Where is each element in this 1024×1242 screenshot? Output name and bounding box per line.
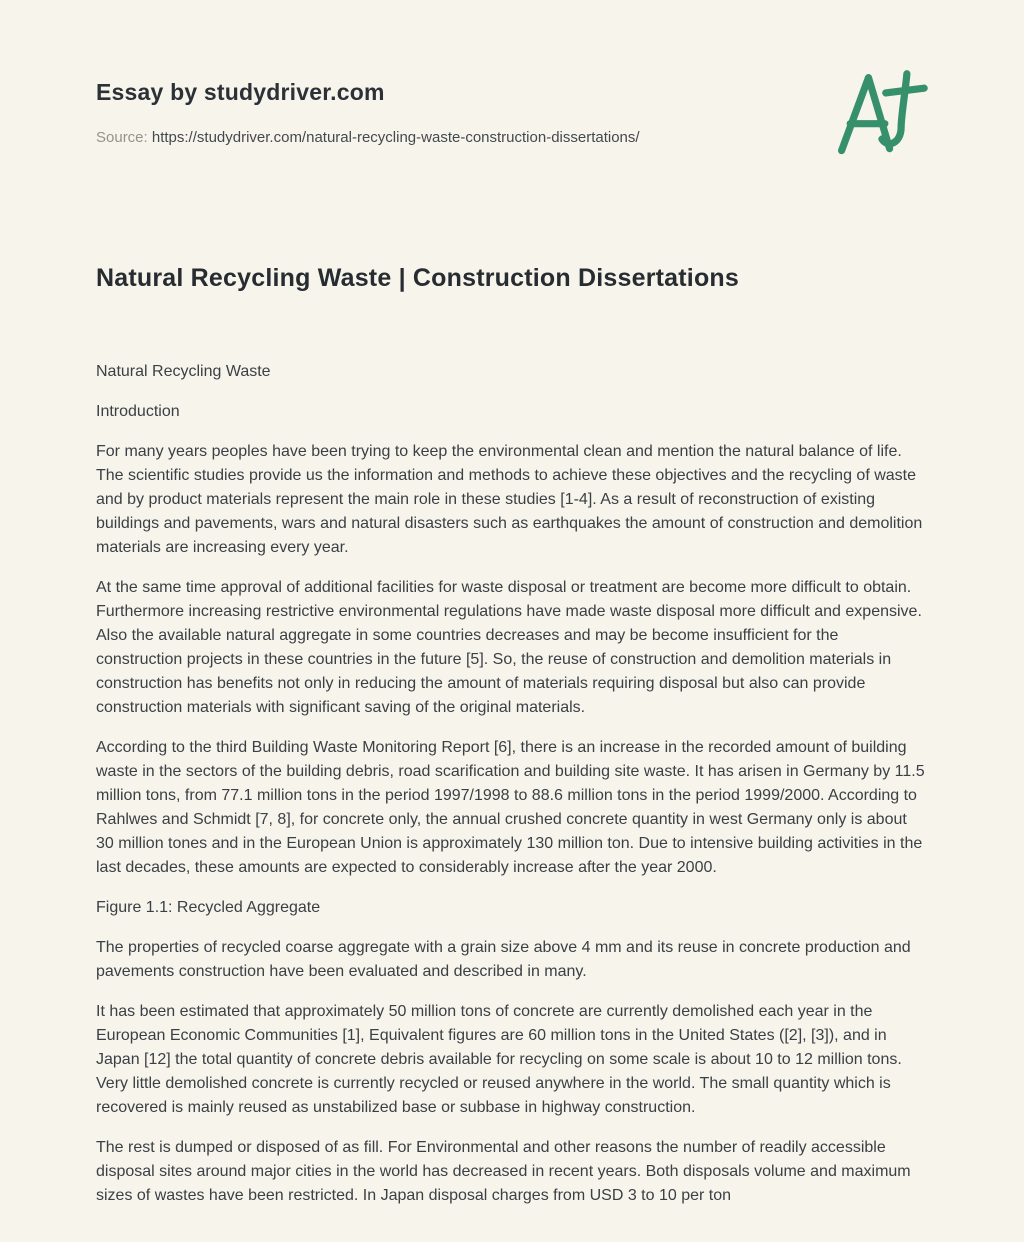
paragraph-figure-caption: Figure 1.1: Recycled Aggregate [96, 899, 321, 916]
studydriver-logo[interactable] [832, 68, 928, 164]
article-title: Natural Recycling Waste | Construction Dissertations [96, 264, 739, 292]
paragraph-body-6: The rest is dumped or disposed of as fill. For Environmental and other reasons the number of readily accessible disposal sites around major cities in the world has decreased in recent years. Both disposals volume and maximum sizes of wastes have been restricted. In Japan disposal charges from USD 3 to 10 per ton [96, 1139, 911, 1204]
article-body [96, 360, 928, 1208]
paragraph-body-2: At the same time approval of additional facilities for waste disposal or treatment are become more difficult to obtain. Furthermore increasing restrictive environmental regulations have made waste disposal more difficult and expensive. Also the available natural aggregate in some countries decreases and may be become insufficient for the construction projects in these countries in the future [5]. So, the reuse of construction and demolition materials in construction has benefits not only in reducing the amount of materials requiring disposal but also can provide construction materials with significant saving of the original materials. [96, 579, 922, 716]
paragraph-heading-introduction: Introduction [96, 403, 180, 420]
paragraph-body-3: According to the third Building Waste Monitoring Report [6], there is an increase in the recorded amount of building waste in the sectors of the building debris, road scarification and building site waste. It has arisen in Germany by 11.5 million tons, from 77.1 million tons in the period 1997/1998 to 88.6 million tons in the period 1999/2000. According to Rahlwes and Schmidt [7, 8], for concrete only, the annual crushed concrete quantity in west Germany only is about 30 million tones and in the European Union is approximately 130 million ton. Due to intensive building activities in the last decades, these amounts are expected to considerably increase after the year 2000. [96, 739, 925, 876]
paragraph-body-4: The properties of recycled coarse aggregate with a grain size above 4 mm and its reuse in concrete production and pavements construction have been evaluated and described in many. [96, 939, 911, 980]
paragraph-heading-natural-recycling-waste: Natural Recycling Waste [96, 363, 271, 380]
article [96, 262, 928, 1208]
source-label: Source: [96, 129, 148, 146]
paragraph-body-1: For many years peoples have been trying to keep the environmental clean and mention the natural balance of life. The scientific studies provide us the information and methods to achieve these objectives and the recycling of waste and by product materials represent the main role in these studies [1-4]. As a result of reconstruction of existing buildings and pavements, wars and natural disasters such as earthquakes the amount of construction and demolition materials are increasing every year. [96, 443, 923, 556]
source-url-link[interactable]: https://studydriver.com/natural-recycling-waste-construction-dissertations/ [151, 129, 640, 146]
source-line [96, 128, 928, 148]
page-header [96, 0, 928, 148]
logo-letter-t-crossbar [886, 88, 924, 93]
studydriver-logo-icon [832, 68, 928, 164]
essay-byline: Essay by studydriver.com [96, 79, 385, 105]
paragraph-body-5: It has been estimated that approximately 50 million tons of concrete are currently demolished each year in the European Economic Communities [1], Equivalent figures are 60 million tons in the United States ([2], [3]), and in Japan [12] the total quantity of concrete debris available for recycling on some scale is about 10 to 12 million tons. Very little demolished concrete is currently recycled or reused anywhere in the world. The small quantity which is recovered is mainly reused as unstabilized base or subbase in highway construction. [96, 1003, 902, 1116]
